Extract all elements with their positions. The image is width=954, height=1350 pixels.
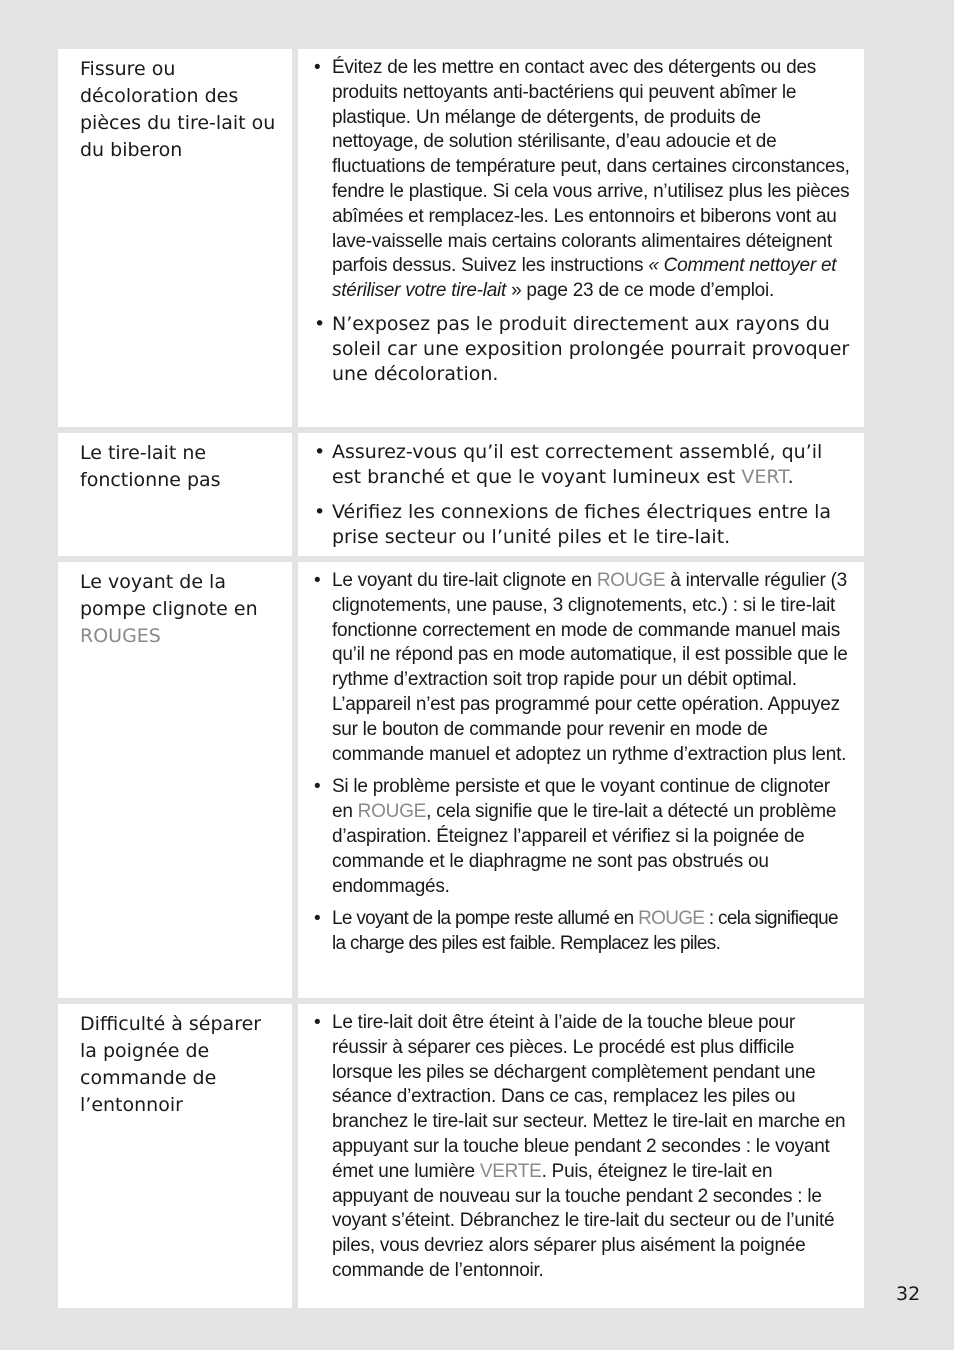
troubleshooting-table (58, 49, 864, 1314)
list-item: • Assurez-vous qu’il est correctement assemblé, qu’il est branché et que le voyant lumineux est VERT. (314, 440, 850, 490)
solution-cell (298, 49, 864, 427)
page-number: 32 (896, 1283, 921, 1305)
problem-text: Le tire-lait ne fonctionne pas (80, 442, 221, 491)
problem-text: Difficulté à séparer la poignée de commande de l’entonnoir (80, 1013, 262, 1116)
problem-cell (58, 49, 292, 427)
list-item: • Le voyant de la pompe reste allumé en ROUGE : cela signifieque la charge des piles est faible. Remplacez les piles. (314, 907, 850, 957)
table-row (58, 433, 864, 556)
problem-text: Le voyant de la pompe clignote en (80, 571, 258, 620)
status-color-text: VERTE (479, 1160, 542, 1182)
list-item: • N’exposez pas le produit directement aux rayons du soleil car une exposition prolongée pourrait provoquer une décoloration. (314, 312, 850, 387)
problem-text: Fissure ou décoloration des pièces du tire-lait ou du biberon (80, 58, 276, 161)
solution-cell (298, 1004, 864, 1308)
problem-cell (58, 562, 292, 998)
solution-list (314, 56, 850, 387)
solution-list (314, 569, 850, 957)
solution-list (314, 440, 850, 550)
solution-list (314, 1011, 850, 1284)
solution-cell (298, 562, 864, 998)
status-color-text: ROUGE (357, 801, 427, 823)
status-color-text: ROUGES (80, 625, 161, 647)
problem-cell (58, 433, 292, 556)
list-item: • Le voyant du tire-lait clignote en ROUGE à intervalle régulier (3 clignotements, une pause, 3 clignotements, etc.) : si le tire-lait fonctionne correctement en mode de commande manuel mais qu’il ne répond pas en mode automatique, il est possible que le rythme d’extraction soit trop rapide pour un débit optimal. L’appareil n’est pas programmé pour cette opération. Appuyez sur le bouton de commande pour revenir en mode de commande manuel et adoptez un rythme d’extraction plus lent. (314, 569, 850, 767)
table-row (58, 1004, 864, 1308)
list-item: • Le tire-lait doit être éteint à l’aide de la touche bleue pour réussir à séparer ces pièces. Le procédé est plus difficile lorsque les piles se déchargent complètement pendant une séance d’extraction. Dans ce cas, remplacez les piles ou branchez le tire-lait sur secteur. Mettez le tire-lait en marche en appuyant sur la touche bleue pendant 2 secondes : le voyant émet une lumière VERTE. Puis, éteignez le tire-lait en appuyant de nouveau sur la touche pendant 2 secondes : le voyant s’éteint. Débranchez le tire-lait du secteur ou de l’unité piles, vous devriez alors séparer plus aisément la poignée commande de l’entonnoir. (314, 1011, 850, 1284)
table-row (58, 562, 864, 998)
problem-cell (58, 1004, 292, 1308)
table-row (58, 49, 864, 427)
status-color-text: VERT (741, 466, 788, 488)
status-color-text: ROUGE (596, 570, 666, 591)
list-item: • Vérifiez les connexions de fiches électriques entre la prise secteur ou l’unité piles et le tire-lait. (314, 500, 850, 550)
list-item: • Si le problème persiste et que le voyant continue de clignoter en ROUGE, cela signifie que le tire-lait a détecté un problème d’aspiration. Éteignez l’appareil et vérifiez si la poignée de commande et le diaphragme ne sont pas obstrués ou endommagés. (314, 775, 850, 899)
status-color-text: ROUGE (638, 908, 705, 930)
solution-cell (298, 433, 864, 556)
list-item: • Évitez de les mettre en contact avec des détergents ou des produits nettoyants anti-bactériens qui peuvent abîmer le plastique. Un mélange de détergents, de produits de nettoyage, de solution stérilisante, d’eau adoucie et de fluctuations de température peut, dans certaines circonstances, fendre le plastique. Si cela vous arrive, n’utilisez plus les pièces abîmées et remplacez-les. Les entonnoirs et biberons vont au lave-vaisselle mais certains colorants alimentaires déteignent parfois dessus. Suivez les instructions « Comment nettoyer et stériliser votre tire-lait » page 23 de ce mode d’emploi. (314, 56, 850, 304)
